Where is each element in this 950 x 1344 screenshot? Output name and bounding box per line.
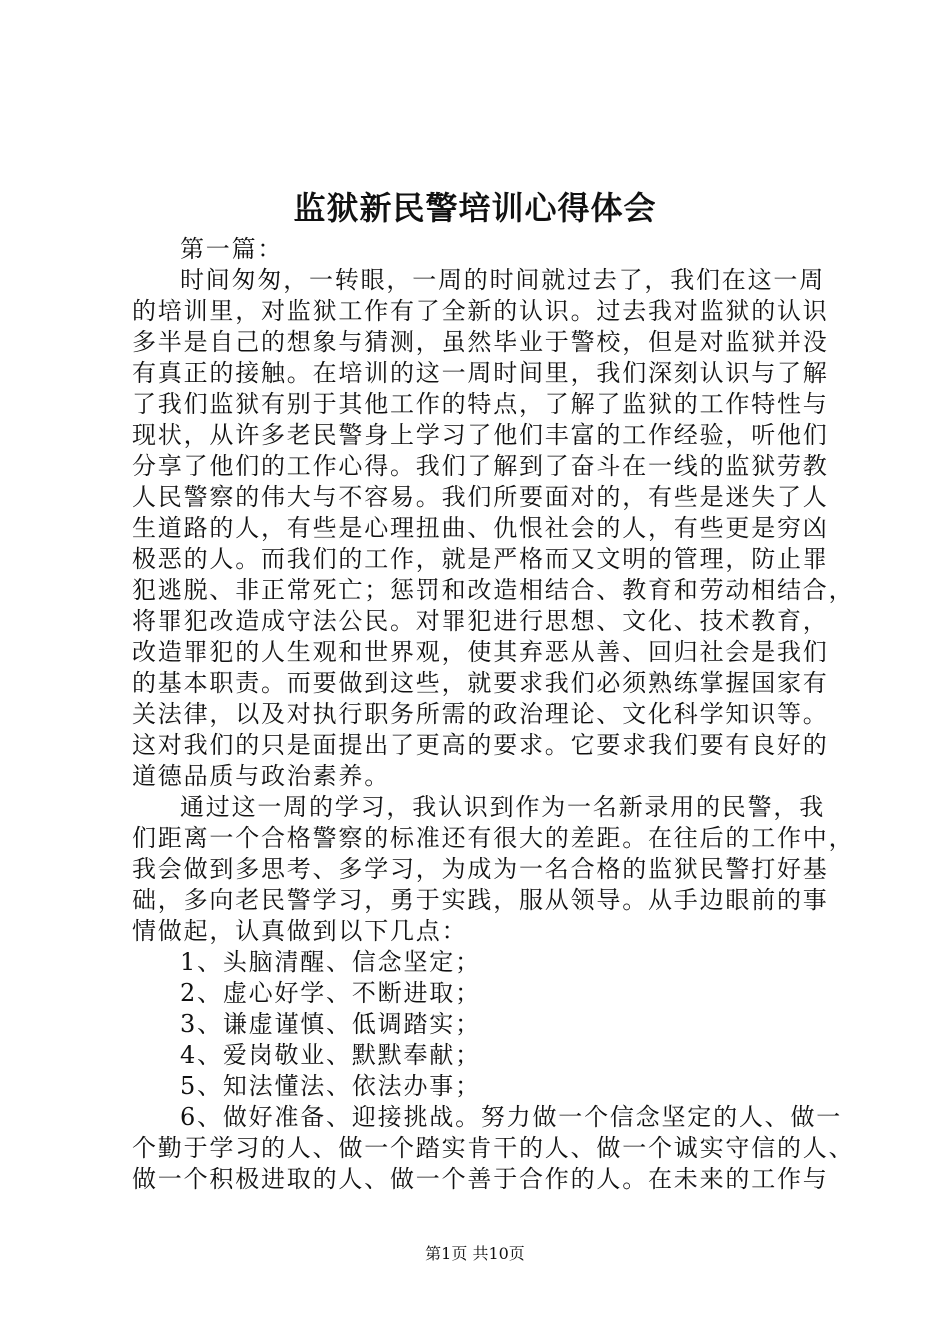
text-line: 们距离一个合格警察的标准还有很大的差距。在往后的工作中， [132,824,855,852]
text-line: 将罪犯改造成守法公民。对罪犯进行思想、文化、技术教育， [132,607,829,635]
text-line: 的培训里，对监狱工作有了全新的认识。过去我对监狱的认识 [132,297,829,325]
text-line: 分享了他们的工作心得。我们了解到了奋斗在一线的监狱劳教 [132,452,829,480]
document-body [132,234,855,1195]
text-line: 有真正的接触。在培训的这一周时间里，我们深刻认识与了解 [132,359,829,387]
page-footer: 第1页 共10页 [425,1244,525,1263]
text-line: 4、爱岗敬业、默默奉献； [180,1041,481,1069]
text-line: 情做起，认真做到以下几点： [132,917,468,945]
text-line: 个勤于学习的人、做一个踏实肯干的人、做一个诚实守信的人、 [132,1134,855,1162]
text-line: 第一篇： [180,235,284,263]
text-line: 我会做到多思考、多学习，为成为一名合格的监狱民警打好基 [132,855,829,883]
document-title: 监狱新民警培训心得体会 [293,189,657,227]
text-line: 道德品质与政治素养。 [132,762,390,790]
text-line: 现状，从许多老民警身上学习了他们丰富的工作经验，听他们 [132,421,829,449]
text-line: 极恶的人。而我们的工作，就是严格而又文明的管理，防止罪 [132,545,829,573]
text-line: 3、谦虚谨慎、低调踏实； [180,1010,481,1038]
text-line: 做一个积极进取的人、做一个善于合作的人。在未来的工作与 [132,1165,829,1193]
text-line: 的基本职责。而要做到这些，就要求我们必须熟练掌握国家有 [132,669,829,697]
text-line: 1、头脑清醒、信念坚定； [180,948,481,976]
text-line: 犯逃脱、非正常死亡；惩罚和改造相结合、教育和劳动相结合， [132,576,855,604]
text-line: 2、虚心好学、不断进取； [180,979,481,1007]
text-line: 多半是自己的想象与猜测，虽然毕业于警校，但是对监狱并没 [132,328,829,356]
text-line: 通过这一周的学习，我认识到作为一名新录用的民警，我 [180,793,825,821]
text-line: 关法律，以及对执行职务所需的政治理论、文化科学知识等。 [132,700,829,728]
text-line: 改造罪犯的人生观和世界观，使其弃恶从善、回归社会是我们 [132,638,829,666]
text-line: 5、知法懂法、依法办事； [180,1072,481,1100]
text-line: 了我们监狱有别于其他工作的特点，了解了监狱的工作特性与 [132,390,829,418]
text-line: 生道路的人，有些是心理扭曲、仇恨社会的人，有些更是穷凶 [132,514,829,542]
text-line: 6、做好准备、迎接挑战。努力做一个信念坚定的人、做一 [180,1103,843,1131]
text-line: 这对我们的只是面提出了更高的要求。它要求我们要有良好的 [132,731,829,759]
text-line: 时间匆匆，一转眼，一周的时间就过去了，我们在这一周 [180,266,825,294]
text-line: 人民警察的伟大与不容易。我们所要面对的，有些是迷失了人 [132,483,829,511]
text-line: 础，多向老民警学习，勇于实践，服从领导。从手边眼前的事 [132,886,829,914]
